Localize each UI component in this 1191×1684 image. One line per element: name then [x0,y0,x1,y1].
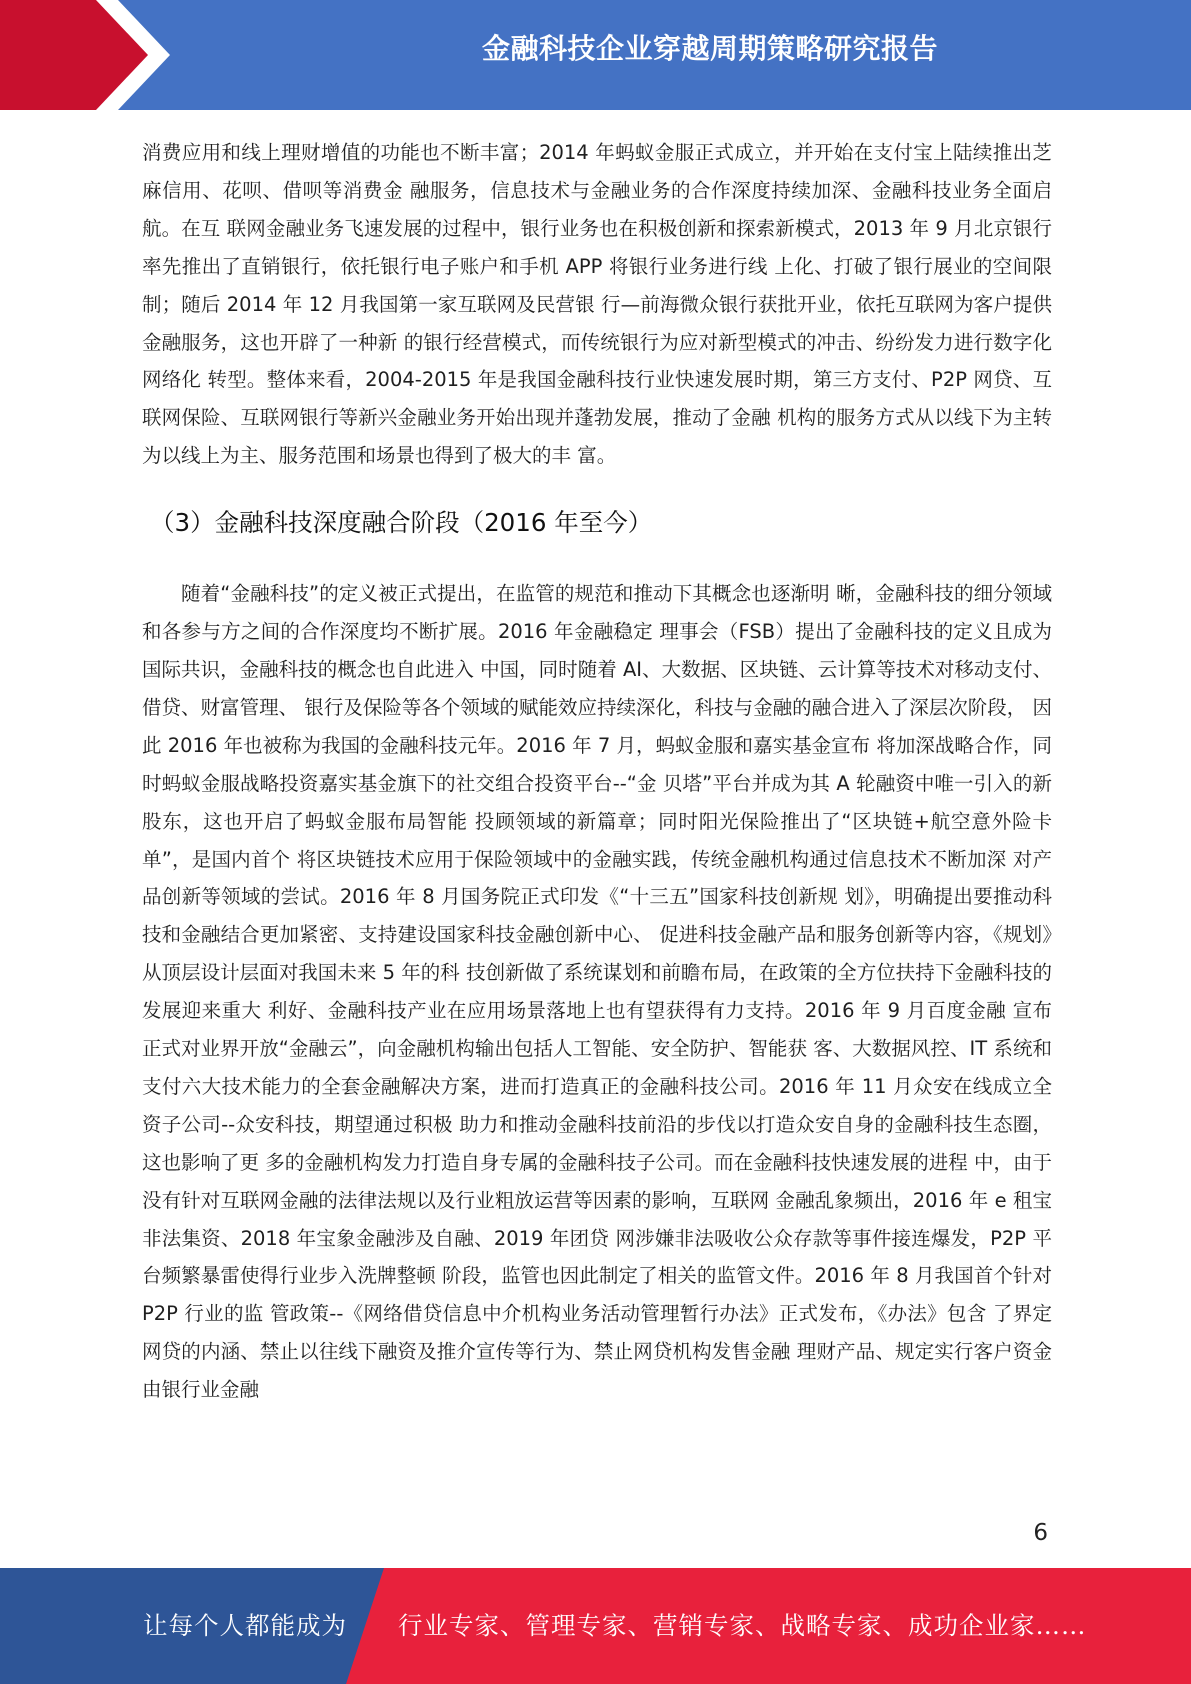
footer-slogan-left: 让每个人都能成为 [143,1611,347,1640]
body-paragraph: 随着“金融科技”的定义被正式提出，在监管的规范和推动下其概念也逐渐明 晰，金融科技的细分领域和各参与方之间的合作深度均不断扩展。2016 年金融稳定 理事会（FSB）提出了金融科技的定义且成为国际共识，金融科技的概念也自此进入 中国，同时随着 AI、大数据、区块链、云计算等技术对移动支付、借贷、财富管理、 银行及保险等各个领域的赋能效应持续深化，科技与金融的融合进入了深层次阶段， 因此 2016 年也被称为我国的金融科技元年。2016 年 7 月，蚂蚁金服和嘉实基金宣布 将加深战略合作，同时蚂蚁金服战略投资嘉实基金旗下的社交组合投资平台--“金 贝塔”平台并成为其 A 轮融资中唯一引入的新股东，这也开启了蚂蚁金服布局智能 投顾领域的新篇章；同时阳光保险推出了“区块链+航空意外险卡单”，是国内首个 将区块链技术应用于保险领域中的金融实践，传统金融机构通过信息技术不断加深 对产品创新等领域的尝试。2016 年 8 月国务院正式印发《“十三五”国家科技创新规 划》，明确提出要推动科技和金融结合更加紧密、支持建设国家科技金融创新中心、 促进科技金融产品和服务创新等内容，《规划》从顶层设计层面对我国未来 5 年的科 技创新做了系统谋划和前瞻布局，在政策的全方位扶持下金融科技的发展迎来重大 利好、金融科技产业在应用场景落地上也有望获得有力支持。2016 年 9 月百度金融 宣布正式对业界开放“金融云”，向金融机构输出包括人工智能、安全防护、智能获 客、大数据风控、IT 系统和支付六大技术能力的全套金融解决方案，进而打造真正的金融科技公司。2016 年 11 月众安在线成立全资子公司--众安科技，期望通过积极 助力和推动金融科技前沿的步伐以打造众安自身的金融科技生态圈，这也影响了更 多的金融机构发力打造自身专属的金融科技子公司。而在金融科技快速发展的进程 中，由于没有针对互联网金融的法律法规以及行业粗放运营等因素的影响，互联网 金融乱象频出，2016 年 e 租宝非法集资、2018 年宝象金融涉及自融、2019 年团贷 网涉嫌非法吸收公众存款等事件接连爆发，P2P 平台频繁暴雷使得行业步入洗牌整顿 阶段，监管也因此制定了相关的监管文件。2016 年 8 月我国首个针对 P2P 行业的监 管政策--《网络借贷信息中介机构业务活动管理暂行办法》正式发布，《办法》包含 了界定网贷的内涵、禁止以往线下融资及推介宣传等行为、禁止网贷机构发售金融 理财产品、规定实行客户资金由银行业金融 [142,582,1052,1402]
page-header [0,0,1191,110]
report-title: 金融科技企业穿越周期策略研究报告 [481,32,938,65]
page-number: 6 [1033,1520,1048,1546]
section-heading: （3）金融科技深度融合阶段（2016 年至今） [150,508,653,538]
footer-slogan-right: 行业专家、管理专家、营销专家、战略专家、成功企业家…… [398,1611,1087,1640]
page-footer [0,1568,1191,1684]
body-paragraph: 消费应用和线上理财增值的功能也不断丰富；2014 年蚂蚁金服正式成立，并开始在支付宝上陆续推出芝麻信用、花呗、借呗等消费金 融服务，信息技术与金融业务的合作深度持续加深、金融科技业务全面启航。在互 联网金融业务飞速发展的过程中，银行业务也在积极创新和探索新模式，2013 年 9 月北京银行率先推出了直销银行，依托银行电子账户和手机 APP 将银行业务进行线 上化、打破了银行展业的空间限制；随后 2014 年 12 月我国第一家互联网及民营银 行—前海微众银行获批开业，依托互联网为客户提供金融服务，这也开辟了一种新 的银行经营模式，而传统银行为应对新型模式的冲击、纷纷发力进行数字化网络化 转型。整体来看，2004-2015 年是我国金融科技行业快速发展时期，第三方支付、P2P 网贷、互联网保险、互联网银行等新兴金融业务开始出现并蓬勃发展，推动了金融 机构的服务方式从以线下为主转为以线上为主、服务范围和场景也得到了极大的丰 富。 [142,141,1052,468]
page-body [142,134,1052,1409]
